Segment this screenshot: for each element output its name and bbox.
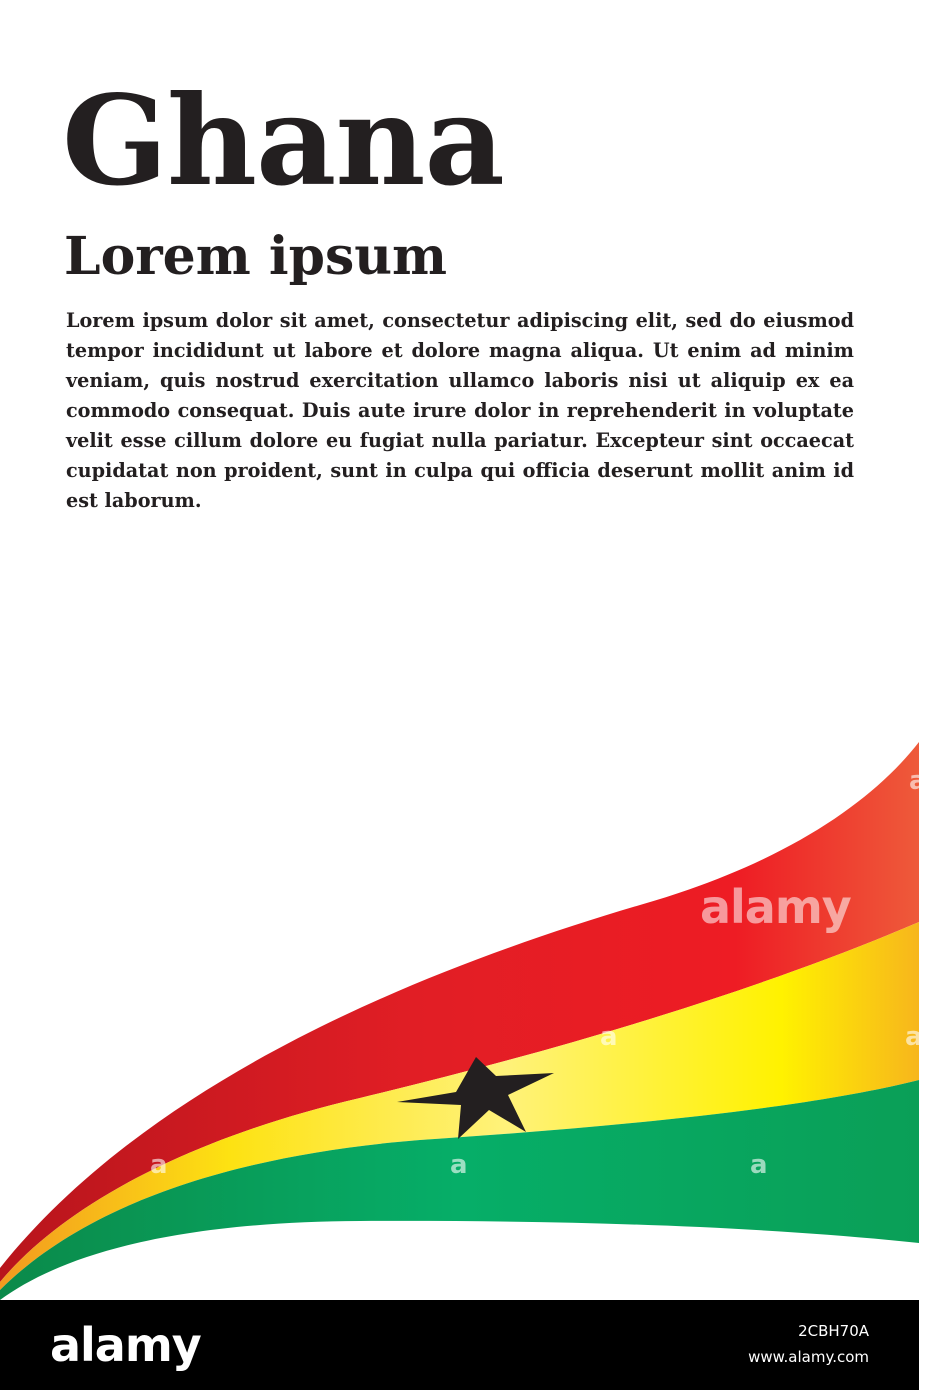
site-url[interactable]: www.alamy.com <box>748 1348 869 1366</box>
watermark-logo: alamy <box>700 880 851 934</box>
watermark-mark: a <box>450 1150 468 1180</box>
watermark-mark: a <box>600 1022 618 1052</box>
poster-title: Ghana <box>62 69 504 214</box>
watermark-mark: a <box>750 1150 768 1180</box>
watermark-mark: a <box>150 1150 168 1180</box>
footer-bar <box>0 1300 919 1390</box>
image-id: 2CBH70A <box>798 1322 869 1340</box>
poster-subtitle: Lorem ipsum <box>64 226 448 287</box>
watermark-mark: a <box>909 766 927 796</box>
poster-body-text: Lorem ipsum dolor sit amet, consectetur adipiscing elit, sed do eiusmod tempor incididunt ut labore et dolore magna aliqua. Ut enim ad minim veniam, quis nostrud exercitation ullamco laboris nisi ut aliquip ex ea commodo consequat. Duis aute irure dolor in reprehenderit in voluptate velit esse cillum dolore eu fugiat nulla pariatur. Excepteur sint occaecat cupidatat non proident, sunt in culpa qui officia deserunt mollit anim id est laborum. <box>66 309 854 512</box>
watermark-mark: a <box>905 1022 923 1052</box>
alamy-logo[interactable]: alamy <box>50 1318 201 1372</box>
